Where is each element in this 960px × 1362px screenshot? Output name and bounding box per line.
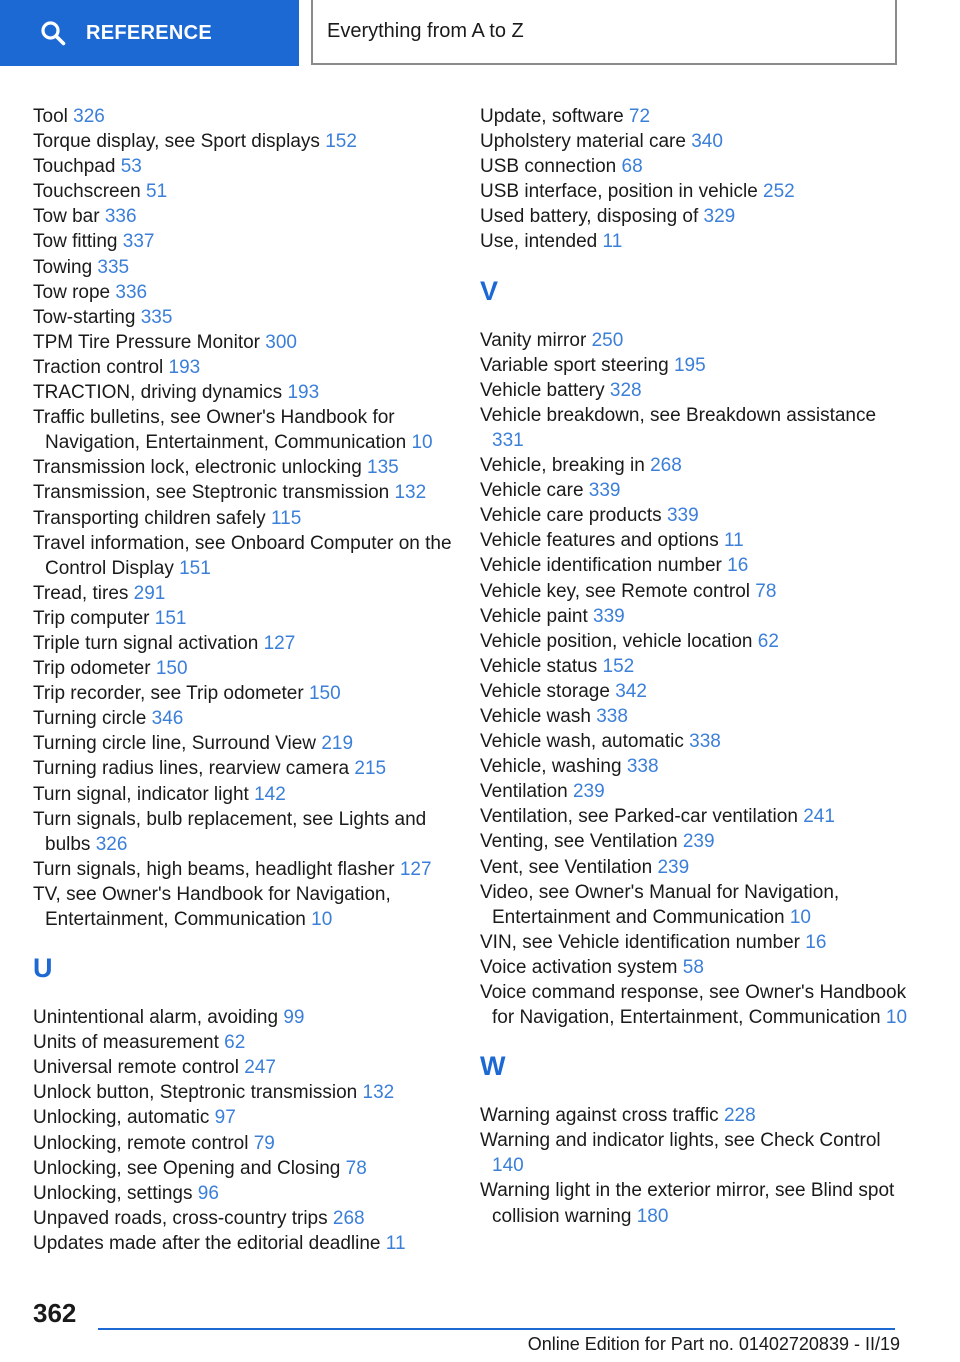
page-reference-link[interactable]: 97 [214, 1107, 236, 1129]
index-column-left [33, 104, 453, 1256]
page-reference-link[interactable]: 16 [727, 555, 749, 577]
index-entry [480, 579, 910, 604]
index-entry [480, 179, 910, 204]
page-reference-link[interactable]: 338 [596, 705, 628, 727]
index-entry-text: Traffic bulletins, see Owner's Handbook for Navigation, Entertainment, Communication [33, 407, 412, 454]
index-entry [480, 1103, 910, 1128]
index-entry-text: Transmission, see Steptronic transmission [33, 482, 395, 504]
index-entry-text: Tow fitting [33, 231, 123, 253]
index-entry [480, 804, 910, 829]
index-entry [33, 1105, 453, 1130]
index-entry-text: Unpaved roads, cross-country trips [33, 1207, 333, 1229]
index-entry-text: Towing [33, 256, 98, 278]
index-entry [33, 756, 453, 781]
page-reference-link[interactable]: 193 [168, 356, 201, 378]
page-reference-link[interactable]: 335 [140, 306, 173, 328]
page-reference-link[interactable]: 140 [492, 1155, 524, 1177]
page-reference-link[interactable]: 250 [591, 329, 624, 351]
index-entry-text: Universal remote control [33, 1057, 245, 1079]
index-entry [33, 330, 453, 355]
index-entry-text: Tow rope [33, 281, 116, 303]
index-entry-text: Warning and indicator lights, see Check Control [480, 1130, 881, 1152]
index-entry-text: Video, see Owner's Manual for Navigation, Entertainment and Communication [480, 881, 840, 928]
page-reference-link[interactable]: 150 [155, 658, 188, 680]
index-entry-text: Updates made after the editorial deadline [33, 1232, 386, 1254]
index-entry [33, 706, 453, 731]
page-reference-link[interactable]: 328 [609, 379, 642, 401]
index-entry [480, 229, 910, 254]
index-entry [480, 104, 910, 129]
index-entry-text: Vehicle wash [480, 705, 597, 727]
index-entry-text: Travel information, see Onboard Computer on the Control Display [33, 532, 452, 579]
index-entry-text: Vehicle features and options [480, 530, 725, 552]
index-entry [33, 1080, 453, 1105]
index-entry [480, 955, 910, 980]
index-entry-text: Unlocking, settings [33, 1182, 198, 1204]
index-entry-text: Unintentional alarm, avoiding [33, 1007, 284, 1029]
index-entry [33, 1156, 453, 1181]
page-reference-link[interactable]: 329 [703, 206, 736, 228]
index-entry [33, 154, 453, 179]
page-reference-link[interactable]: 62 [757, 630, 779, 652]
page-reference-link[interactable]: 346 [151, 708, 184, 730]
index-entry [480, 403, 910, 453]
page-reference-link[interactable]: 239 [682, 831, 715, 853]
page-reference-link[interactable]: 338 [689, 731, 721, 753]
page-reference-link[interactable]: 326 [95, 833, 128, 855]
page-reference-link[interactable]: 11 [385, 1232, 406, 1254]
page-reference-link[interactable]: 180 [636, 1205, 669, 1227]
page-reference-link[interactable]: 335 [97, 256, 130, 278]
index-entry-text: Use, intended [480, 231, 603, 253]
index-entry-text: Voice activation system [480, 956, 683, 978]
index-letter-heading: W [480, 1051, 506, 1082]
index-column-right [480, 104, 910, 1229]
page-reference-link[interactable]: 115 [270, 507, 302, 529]
index-entry [33, 606, 453, 631]
index-entry-text: Turning radius lines, rearview camera [33, 758, 355, 780]
page-reference-link[interactable]: 339 [593, 605, 625, 627]
page-reference-link[interactable]: 127 [263, 632, 296, 654]
page-reference-link[interactable]: 127 [399, 858, 432, 880]
index-entry-text: Tool [33, 106, 74, 127]
index-entry-text: Variable sport steering [480, 354, 674, 376]
index-entry-text: Vehicle breakdown, see Breakdown assistance [480, 404, 877, 426]
index-entry-text: Unlocking, automatic [33, 1107, 215, 1129]
page-reference-link[interactable]: 331 [492, 429, 524, 451]
page-reference-link[interactable]: 11 [724, 530, 744, 552]
page-reference-link[interactable]: 268 [650, 455, 682, 477]
index-entry [33, 1030, 453, 1055]
index-entry [33, 581, 453, 606]
index-entry [33, 255, 453, 280]
index-letter-heading: V [480, 275, 499, 306]
index-entry [33, 506, 453, 531]
index-entry [480, 880, 910, 930]
index-entry-text: Vehicle key, see Remote control [480, 580, 756, 602]
index-entry [33, 1055, 453, 1080]
page-reference-link[interactable]: 340 [691, 131, 723, 153]
page-reference-link[interactable]: 338 [626, 756, 659, 778]
page-reference-link[interactable]: 239 [572, 781, 605, 803]
index-entry-text: TPM Tire Pressure Monitor [33, 331, 266, 353]
index-entry [33, 656, 453, 681]
index-entry [480, 129, 910, 154]
index-entry-text: Turn signal, indicator light [33, 783, 255, 805]
page-reference-link[interactable]: 79 [253, 1132, 275, 1154]
page-reference-link[interactable]: 219 [321, 733, 354, 755]
index-entry-text: Vehicle battery [480, 379, 610, 401]
index-entry-text: Vehicle identification number [480, 555, 728, 577]
index-entry-text: Units of measurement [33, 1032, 225, 1054]
index-entry-text: Vehicle wash, automatic [480, 731, 690, 753]
index-entry-text: Touchpad [33, 156, 121, 178]
index-entry-text: USB interface, position in vehicle [480, 181, 764, 203]
index-entry [33, 455, 453, 480]
page-reference-link[interactable]: 53 [120, 156, 142, 178]
page-reference-link[interactable]: 135 [367, 457, 399, 479]
index-entry-text: Torque display, see Sport displays [33, 131, 326, 153]
index-entry-text: Touchscreen [33, 181, 147, 203]
index-entry-text: Trip computer [33, 607, 155, 629]
index-entry [480, 328, 910, 353]
index-entry [480, 629, 910, 654]
index-entry-text: Vehicle paint [480, 605, 594, 627]
index-entry [480, 604, 910, 629]
index-entry [33, 480, 453, 505]
index-entry [480, 453, 910, 478]
index-entry [480, 654, 910, 679]
index-entry-text: Ventilation [480, 781, 573, 803]
index-entry [480, 729, 910, 754]
page-reference-link[interactable]: 339 [666, 505, 699, 527]
page-reference-link[interactable]: 150 [308, 683, 341, 705]
index-entry [480, 1128, 910, 1178]
page-reference-link[interactable]: 239 [657, 856, 690, 878]
index-entry [33, 531, 453, 581]
index-entry-text: Vanity mirror [480, 329, 592, 351]
page-reference-link[interactable]: 151 [179, 557, 211, 579]
page-reference-link[interactable]: 291 [133, 582, 166, 604]
index-entry-text: Turn signals, high beams, headlight flasher [33, 858, 400, 880]
index-entry [480, 829, 910, 854]
index-entry [33, 731, 453, 756]
index-entry-text: Tread, tires [33, 582, 134, 604]
edition-text: Online Edition for Part no. 01402720839 - II/19 [527, 1334, 900, 1354]
index-entry [480, 930, 910, 955]
index-entry [33, 782, 453, 807]
index-entry-text: USB connection [480, 156, 622, 178]
index-entry-text: Transmission lock, electronic unlocking [33, 457, 368, 479]
footer-divider [98, 1328, 895, 1330]
index-entry-text: TV, see Owner's Handbook for Navigation, Entertainment, Communication [33, 883, 391, 930]
index-entry [480, 553, 910, 578]
index-entry [33, 807, 453, 857]
index-entry-text: Unlocking, see Opening and Closing [33, 1157, 346, 1179]
magnifier-icon [40, 20, 66, 46]
index-entry [480, 754, 910, 779]
index-entry [33, 405, 453, 455]
index-entry [480, 1178, 910, 1228]
index-entry-text: Trip odometer [33, 658, 156, 680]
index-entry [480, 503, 910, 528]
index-entry-text: Vehicle care [480, 480, 589, 502]
index-entry-text: Update, software [480, 106, 629, 127]
index-entry [480, 704, 910, 729]
index-entry [33, 857, 453, 882]
page-reference-link[interactable]: 339 [588, 480, 621, 502]
page-reference-link[interactable]: 10 [411, 432, 433, 454]
section-title: Everything from A to Z [327, 20, 524, 42]
page-reference-link[interactable]: 99 [283, 1007, 305, 1029]
index-entry-text: Used battery, disposing of [480, 206, 704, 228]
page-reference-link[interactable]: 68 [621, 156, 643, 178]
index-entry [33, 1005, 453, 1030]
index-entry-text: TRACTION, driving dynamics [33, 382, 288, 404]
index-entry-text: Tow bar [33, 206, 105, 228]
page-reference-link[interactable]: 241 [803, 806, 835, 828]
index-entry [33, 355, 453, 380]
index-entry [33, 204, 453, 229]
page-reference-link[interactable]: 16 [805, 931, 827, 953]
index-entry [480, 528, 910, 553]
index-entry [33, 104, 453, 129]
index-entry [33, 882, 453, 932]
index-entry-text: Warning against cross traffic [480, 1105, 724, 1127]
section-title-tab [311, 0, 897, 65]
page-reference-link[interactable]: 193 [287, 382, 320, 404]
index-entry-text: Upholstery material care [480, 131, 692, 153]
page-reference-link[interactable]: 152 [602, 655, 635, 677]
index-entry [33, 1131, 453, 1156]
page-reference-link[interactable]: 268 [332, 1207, 365, 1229]
page-reference-link[interactable]: 228 [723, 1105, 756, 1127]
index-entry [480, 353, 910, 378]
page-reference-link[interactable]: 152 [325, 131, 357, 153]
page-reference-link[interactable]: 51 [146, 181, 168, 203]
index-entry [33, 380, 453, 405]
page-number: 362 [33, 1298, 77, 1328]
index-letter-heading: U [33, 953, 53, 984]
page-reference-link[interactable]: 195 [673, 354, 706, 376]
page-reference-link[interactable]: 300 [265, 331, 297, 353]
page-reference-link[interactable]: 78 [345, 1157, 367, 1179]
reference-label: REFERENCE [86, 21, 213, 44]
index-entry-text: Voice command response, see Owner's Handbook for Navigation, Entertainment, Communication [480, 982, 907, 1029]
index-entry [480, 980, 910, 1030]
index-entry [33, 1181, 453, 1206]
index-entry [33, 305, 453, 330]
page-reference-link[interactable]: 142 [254, 783, 286, 805]
index-entry [33, 280, 453, 305]
index-entry-text: Vehicle, breaking in [480, 455, 651, 477]
index-entry-text: Trip recorder, see Trip odometer [33, 683, 309, 705]
index-entry-text: Unlock button, Steptronic transmission [33, 1082, 363, 1104]
page-header [0, 0, 960, 66]
page-reference-link[interactable]: 215 [354, 758, 387, 780]
page-reference-link[interactable]: 336 [104, 206, 137, 228]
index-entry [33, 1206, 453, 1231]
page-reference-link[interactable]: 132 [362, 1082, 395, 1104]
page-reference-link[interactable]: 247 [244, 1057, 276, 1079]
page-reference-link[interactable]: 336 [115, 281, 148, 303]
index-entry-text: Turning circle line, Surround View [33, 733, 322, 755]
index-entry [480, 204, 910, 229]
index-entry-text: VIN, see Vehicle identification number [480, 931, 806, 953]
page-reference-link[interactable]: 151 [154, 607, 187, 629]
page-reference-link[interactable]: 11 [602, 231, 623, 253]
index-entry [33, 129, 453, 154]
index-entry-text: Traction control [33, 356, 169, 378]
index-entry [480, 679, 910, 704]
index-entry [480, 855, 910, 880]
page-reference-link[interactable]: 10 [789, 906, 811, 928]
index-entry [480, 378, 910, 403]
index-entry [33, 1231, 453, 1256]
index-entry [480, 779, 910, 804]
index-entry-text: Turn signals, bulb replacement, see Lights and bulbs [33, 808, 427, 855]
index-entry-text: Vehicle storage [480, 680, 616, 702]
index-entry-text: Vehicle status [480, 655, 603, 677]
index-entry-text: Triple turn signal activation [33, 632, 264, 654]
index-entry-text: Vehicle, washing [480, 756, 627, 778]
index-entry-text: Tow-starting [33, 306, 141, 328]
page-reference-link[interactable]: 337 [122, 231, 155, 253]
index-entry-text: Vent, see Ventilation [480, 856, 658, 878]
index-entry-text: Transporting children safely [33, 507, 271, 529]
index-entry [33, 681, 453, 706]
index-entry [480, 478, 910, 503]
page-reference-link[interactable]: 96 [197, 1182, 219, 1204]
index-entry-text: Unlocking, remote control [33, 1132, 254, 1154]
index-entry-text: Venting, see Ventilation [480, 831, 683, 853]
page-reference-link[interactable]: 10 [885, 1007, 908, 1029]
index-entry-text: Warning light in the exterior mirror, see Blind spot collision warning [480, 1180, 895, 1227]
page-reference-link[interactable]: 326 [73, 106, 105, 127]
page-reference-link[interactable]: 132 [394, 482, 427, 504]
page-reference-link[interactable]: 252 [763, 181, 795, 203]
index-entry-text: Vehicle care products [480, 505, 667, 527]
index-entry [33, 229, 453, 254]
index-entry-text: Vehicle position, vehicle location [480, 630, 758, 652]
index-entry [33, 179, 453, 204]
page-reference-link[interactable]: 62 [224, 1032, 246, 1054]
page-reference-link[interactable]: 10 [311, 909, 333, 930]
page-reference-link[interactable]: 78 [755, 580, 777, 602]
index-entry-text: Ventilation, see Parked-car ventilation [480, 806, 804, 828]
page-reference-link[interactable]: 72 [628, 106, 651, 127]
index-entry [480, 154, 910, 179]
reference-tab[interactable] [0, 0, 299, 66]
page-reference-link[interactable]: 342 [615, 680, 647, 702]
index-entry [33, 631, 453, 656]
page-reference-link[interactable]: 58 [682, 956, 704, 978]
index-entry-text: Turning circle [33, 708, 152, 730]
